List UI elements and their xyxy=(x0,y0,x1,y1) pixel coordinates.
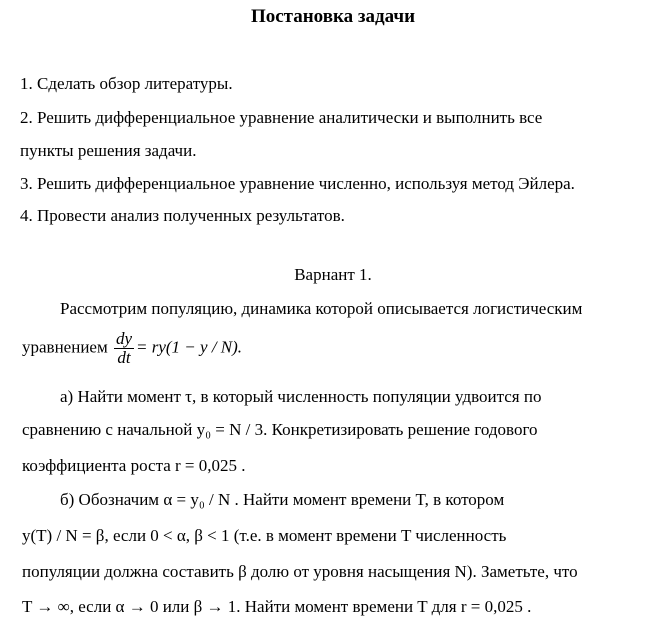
derivative-fraction xyxy=(114,330,134,367)
task-2-continued: пункты решения задачи. xyxy=(20,141,197,160)
part-b-line-2: y(T) / N = β, если 0 < α, β < 1 (т.е. в момент времени T численность xyxy=(22,526,507,545)
part-b-line-4: T → ∞, если α → 0 или β → 1. Найти момент времени T для r = 0,025 . xyxy=(22,597,532,616)
fraction-denominator: dt xyxy=(117,347,131,367)
intro-line-1: Рассмотрим популяцию, динамика которой описывается логистическим xyxy=(60,299,583,318)
page-title: Постановка задачи xyxy=(250,6,416,27)
task-1: 1. Сделать обзор литературы. xyxy=(20,74,233,93)
intro-formula-line xyxy=(22,330,242,367)
fraction-numerator: dy xyxy=(115,329,133,348)
intro-word: уравнением xyxy=(22,337,108,357)
formula-rhs: = ry(1 − y / N). xyxy=(136,337,243,357)
part-b-line-1: б) Обозначим α = y₀ / N . Найти момент времени T, в котором xyxy=(60,490,505,509)
task-2: 2. Решить дифференциальное уравнение аналитически и выполнить все xyxy=(20,108,543,127)
task-4: 4. Провести анализ полученных результатов. xyxy=(20,206,345,225)
task-3: 3. Решить дифференциальное уравнение численно, используя метод Эйлера. xyxy=(20,174,575,193)
part-a-line-3: коэффициента роста r = 0,025 . xyxy=(22,456,246,475)
variant-heading: Варнант 1. xyxy=(294,265,372,284)
part-b-line-3: популяции должна составить β долю от уровня насыщения N). Заметьте, что xyxy=(22,562,578,581)
part-a-line-2: сравнению с начальной y₀ = N / 3. Конкретизировать решение годового xyxy=(22,420,538,439)
part-a-line-1: а) Найти момент τ, в который численность популяции удвоится по xyxy=(60,387,542,406)
